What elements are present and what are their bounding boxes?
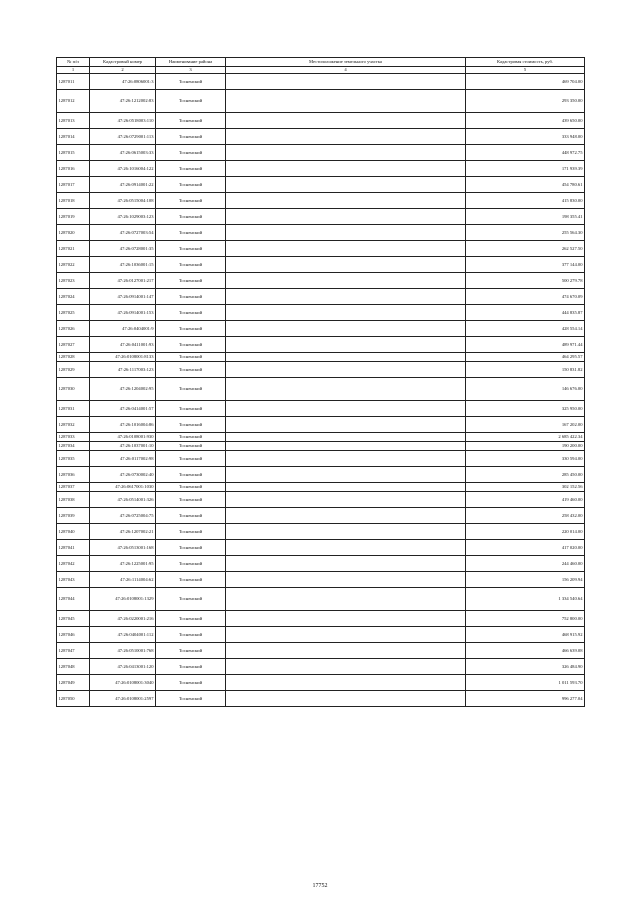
table-row — [57, 643, 585, 659]
table-row — [57, 556, 585, 572]
row-number: 1287016 — [57, 161, 90, 177]
index-cell: 5 — [466, 67, 585, 74]
land-location — [226, 492, 466, 508]
district-name: Тосненский — [156, 337, 226, 353]
table-row — [57, 74, 585, 90]
cadastral-value: 1 011 593.70 — [466, 675, 585, 691]
district-name: Тосненский — [156, 305, 226, 321]
cadastral-value: 417 020.00 — [466, 540, 585, 556]
district-name: Тосненский — [156, 451, 226, 467]
cadastral-value: 190 200.00 — [466, 442, 585, 451]
row-number: 1287041 — [57, 540, 90, 556]
cadastral-value: 150 831.82 — [466, 362, 585, 378]
district-name: Тосненский — [156, 588, 226, 611]
cadastral-value: 220 014.00 — [466, 524, 585, 540]
row-number: 1287023 — [57, 273, 90, 289]
district-name: Тосненский — [156, 273, 226, 289]
cadastral-number: 47:26:0518003:110 — [90, 113, 156, 129]
land-location — [226, 305, 466, 321]
cadastral-value: 171 939.39 — [466, 161, 585, 177]
table-row — [57, 305, 585, 321]
cadastral-number: 47:26:1114004:62 — [90, 572, 156, 588]
cadastral-number: 47:26:0728001:35 — [90, 241, 156, 257]
cadastral-value: 293 350.00 — [466, 90, 585, 113]
row-number: 1287040 — [57, 524, 90, 540]
cadastral-value: 330 594.00 — [466, 451, 585, 467]
table-row — [57, 540, 585, 556]
header-number: № п/п — [57, 58, 90, 67]
row-number: 1287030 — [57, 378, 90, 401]
row-number: 1287034 — [57, 442, 90, 451]
land-location — [226, 362, 466, 378]
cadastral-number: 47:26:1036001:15 — [90, 257, 156, 273]
header-district: Наименование района — [156, 58, 226, 67]
district-name: Тосненский — [156, 556, 226, 572]
row-number: 1287013 — [57, 113, 90, 129]
row-number: 1287020 — [57, 225, 90, 241]
cadastral-number: 47:26:0404001:112 — [90, 627, 156, 643]
land-location — [226, 289, 466, 305]
cadastral-value: 464 295.57 — [466, 353, 585, 362]
district-name: Тосненский — [156, 442, 226, 451]
header-location: Местоположение земельного участка — [226, 58, 466, 67]
cadastral-value: 325 950.00 — [466, 401, 585, 417]
land-location — [226, 588, 466, 611]
table-row — [57, 129, 585, 145]
district-name: Тосненский — [156, 225, 226, 241]
table-row — [57, 241, 585, 257]
district-name: Тосненский — [156, 129, 226, 145]
table-body — [57, 74, 585, 707]
table-row — [57, 451, 585, 467]
district-name: Тосненский — [156, 643, 226, 659]
land-location — [226, 129, 466, 145]
land-location — [226, 627, 466, 643]
row-number: 1287046 — [57, 627, 90, 643]
page-number: 17752 — [312, 883, 328, 889]
table-row — [57, 209, 585, 225]
cadastral-number: 47:26:1212002:83 — [90, 90, 156, 113]
cadastral-table — [56, 57, 585, 707]
table-row — [57, 417, 585, 433]
cadastral-value: 377 144.00 — [466, 257, 585, 273]
district-name: Тосненский — [156, 378, 226, 401]
row-number: 1287037 — [57, 483, 90, 492]
cadastral-number: 47:26:1016004:86 — [90, 417, 156, 433]
land-location — [226, 378, 466, 401]
land-location — [226, 241, 466, 257]
land-location — [226, 572, 466, 588]
cadastral-value: 167 202.00 — [466, 417, 585, 433]
cadastral-number: 47:26:1117003:123 — [90, 362, 156, 378]
district-name: Тосненский — [156, 627, 226, 643]
index-cell: 3 — [156, 67, 226, 74]
district-name: Тосненский — [156, 691, 226, 707]
row-number: 1287042 — [57, 556, 90, 572]
row-number: 1287014 — [57, 129, 90, 145]
row-number: 1287035 — [57, 451, 90, 467]
index-cell: 1 — [57, 67, 90, 74]
table-row — [57, 401, 585, 417]
cadastral-number: 47:26:0914001:22 — [90, 177, 156, 193]
cadastral-number: 47:26:0108001:2597 — [90, 691, 156, 707]
row-number: 1287018 — [57, 193, 90, 209]
district-name: Тосненский — [156, 257, 226, 273]
cadastral-number: 47:26:0730002:40 — [90, 467, 156, 483]
cadastral-number: 47:26:1207002:21 — [90, 524, 156, 540]
cadastral-number: 47:26:0514001:326 — [90, 492, 156, 508]
table-row — [57, 321, 585, 337]
cadastral-value: 500 279.78 — [466, 273, 585, 289]
cadastral-number: 47:26:0404001:9 — [90, 321, 156, 337]
cadastral-value: 419 460.00 — [466, 492, 585, 508]
table-row — [57, 378, 585, 401]
cadastral-value: 474 670.09 — [466, 289, 585, 305]
district-name: Тосненский — [156, 145, 226, 161]
cadastral-value: 439 650.00 — [466, 113, 585, 129]
district-name: Тосненский — [156, 353, 226, 362]
land-location — [226, 145, 466, 161]
district-name: Тосненский — [156, 675, 226, 691]
cadastral-value: 444 835.87 — [466, 305, 585, 321]
land-location — [226, 193, 466, 209]
row-number: 1287050 — [57, 691, 90, 707]
land-location — [226, 675, 466, 691]
cadastral-number: 47:26:1029003:123 — [90, 209, 156, 225]
cadastral-value: 468 915.92 — [466, 627, 585, 643]
district-name: Тосненский — [156, 362, 226, 378]
cadastral-value: 198 355.41 — [466, 209, 585, 225]
district-name: Тосненский — [156, 524, 226, 540]
table-row — [57, 627, 585, 643]
land-location — [226, 442, 466, 451]
district-name: Тосненский — [156, 540, 226, 556]
district-name: Тосненский — [156, 433, 226, 442]
cadastral-number: 47:26:0806001:3 — [90, 74, 156, 90]
table-row — [57, 611, 585, 627]
row-number: 1287033 — [57, 433, 90, 442]
cadastral-value: 466 639.08 — [466, 643, 585, 659]
land-location — [226, 353, 466, 362]
header-cadastral: Кадастровый номер — [90, 58, 156, 67]
table-row — [57, 90, 585, 113]
row-number: 1287011 — [57, 74, 90, 90]
cadastral-number: 47:26:0515004:108 — [90, 193, 156, 209]
cadastral-value: 415 830.00 — [466, 193, 585, 209]
cadastral-number: 47:26:0127001:217 — [90, 273, 156, 289]
district-name: Тосненский — [156, 417, 226, 433]
cadastral-number: 47:26:0729001:113 — [90, 129, 156, 145]
district-name: Тосненский — [156, 241, 226, 257]
header-value: Кадастровая стоимость, руб. — [466, 58, 585, 67]
row-number: 1287029 — [57, 362, 90, 378]
cadastral-number: 47:26:1016004:122 — [90, 161, 156, 177]
cadastral-value: 333 948.00 — [466, 129, 585, 145]
district-name: Тосненский — [156, 289, 226, 305]
land-location — [226, 273, 466, 289]
table-row — [57, 145, 585, 161]
cadastral-number: 47:26:0108001:930 — [90, 433, 156, 442]
table-row — [57, 572, 585, 588]
table-row — [57, 442, 585, 451]
district-name: Тосненский — [156, 113, 226, 129]
district-name: Тосненский — [156, 467, 226, 483]
district-name: Тосненский — [156, 161, 226, 177]
table-row — [57, 337, 585, 353]
index-cell: 2 — [90, 67, 156, 74]
table-header-row — [57, 58, 585, 67]
cadastral-number: 47:26:1204002:95 — [90, 378, 156, 401]
land-location — [226, 321, 466, 337]
land-location — [226, 467, 466, 483]
cadastral-number: 47:26:0117002:98 — [90, 451, 156, 467]
cadastral-value: 285 450.00 — [466, 467, 585, 483]
cadastral-number: 47:26:0220001:216 — [90, 611, 156, 627]
cadastral-value: 326 484.90 — [466, 659, 585, 675]
cadastral-value: 752 800.00 — [466, 611, 585, 627]
cadastral-number: 47:26:0914001:153 — [90, 305, 156, 321]
row-number: 1287019 — [57, 209, 90, 225]
land-location — [226, 483, 466, 492]
table-row — [57, 289, 585, 305]
land-location — [226, 401, 466, 417]
cadastral-value: 146 676.00 — [466, 378, 585, 401]
table-row — [57, 161, 585, 177]
cadastral-number: 47:26:0108001:8133 — [90, 353, 156, 362]
cadastral-number: 47:26:0414001:57 — [90, 401, 156, 417]
cadastral-number: 47:26:0513001:168 — [90, 540, 156, 556]
row-number: 1287032 — [57, 417, 90, 433]
district-name: Тосненский — [156, 193, 226, 209]
land-location — [226, 177, 466, 193]
land-location — [226, 161, 466, 177]
district-name: Тосненский — [156, 572, 226, 588]
land-location — [226, 643, 466, 659]
land-location — [226, 433, 466, 442]
cadastral-value: 448 972.75 — [466, 145, 585, 161]
cadastral-number: 47:26:0617001:1030 — [90, 483, 156, 492]
row-number: 1287039 — [57, 508, 90, 524]
table-row — [57, 588, 585, 611]
district-name: Тосненский — [156, 508, 226, 524]
row-number: 1287026 — [57, 321, 90, 337]
table-row — [57, 659, 585, 675]
table-row — [57, 257, 585, 273]
district-name: Тосненский — [156, 492, 226, 508]
row-number: 1287025 — [57, 305, 90, 321]
district-name: Тосненский — [156, 209, 226, 225]
cadastral-value: 1 334 540.64 — [466, 588, 585, 611]
district-name: Тосненский — [156, 659, 226, 675]
district-name: Тосненский — [156, 177, 226, 193]
row-number: 1287012 — [57, 90, 90, 113]
row-number: 1287048 — [57, 659, 90, 675]
district-name: Тосненский — [156, 74, 226, 90]
row-number: 1287049 — [57, 675, 90, 691]
cadastral-number: 47:26:0725004:75 — [90, 508, 156, 524]
cadastral-number: 47:26:0914001:147 — [90, 289, 156, 305]
cadastral-value: 489 971.44 — [466, 337, 585, 353]
land-location — [226, 691, 466, 707]
row-number: 1287022 — [57, 257, 90, 273]
cadastral-number: 47:26:0727003:54 — [90, 225, 156, 241]
row-number: 1287017 — [57, 177, 90, 193]
document-page — [56, 57, 584, 707]
land-location — [226, 451, 466, 467]
cadastral-number: 47:26:0615003:33 — [90, 145, 156, 161]
cadastral-value: 262 527.50 — [466, 241, 585, 257]
row-number: 1287024 — [57, 289, 90, 305]
row-number: 1287028 — [57, 353, 90, 362]
cadastral-value: 156 209.94 — [466, 572, 585, 588]
table-row — [57, 225, 585, 241]
row-number: 1287047 — [57, 643, 90, 659]
row-number: 1287038 — [57, 492, 90, 508]
row-number: 1287044 — [57, 588, 90, 611]
row-number: 1287043 — [57, 572, 90, 588]
table-row — [57, 353, 585, 362]
land-location — [226, 524, 466, 540]
table-row — [57, 177, 585, 193]
table-row — [57, 691, 585, 707]
row-number: 1287027 — [57, 337, 90, 353]
land-location — [226, 225, 466, 241]
row-number: 1287036 — [57, 467, 90, 483]
land-location — [226, 209, 466, 225]
land-location — [226, 417, 466, 433]
row-number: 1287015 — [57, 145, 90, 161]
index-cell: 4 — [226, 67, 466, 74]
table-row — [57, 467, 585, 483]
land-location — [226, 659, 466, 675]
cadastral-number: 47:26:1037001:10 — [90, 442, 156, 451]
cadastral-value: 258 432.00 — [466, 508, 585, 524]
land-location — [226, 611, 466, 627]
table-row — [57, 483, 585, 492]
table-row — [57, 433, 585, 442]
land-location — [226, 74, 466, 90]
district-name: Тосненский — [156, 401, 226, 417]
table-row — [57, 273, 585, 289]
table-row — [57, 524, 585, 540]
table-row — [57, 193, 585, 209]
district-name: Тосненский — [156, 611, 226, 627]
land-location — [226, 337, 466, 353]
cadastral-number: 47:26:0108001:3040 — [90, 675, 156, 691]
cadastral-number: 47:26:1225001:95 — [90, 556, 156, 572]
land-location — [226, 90, 466, 113]
land-location — [226, 556, 466, 572]
land-location — [226, 508, 466, 524]
table-row — [57, 508, 585, 524]
row-number: 1287045 — [57, 611, 90, 627]
table-index-row — [57, 67, 585, 74]
cadastral-value: 2 685 422.34 — [466, 433, 585, 442]
cadastral-number: 47:26:0108001:1329 — [90, 588, 156, 611]
table-row — [57, 675, 585, 691]
cadastral-value: 255 564.30 — [466, 225, 585, 241]
district-name: Тосненский — [156, 321, 226, 337]
land-location — [226, 113, 466, 129]
table-row — [57, 362, 585, 378]
land-location — [226, 540, 466, 556]
cadastral-value: 428 554.14 — [466, 321, 585, 337]
row-number: 1287021 — [57, 241, 90, 257]
cadastral-value: 302 152.56 — [466, 483, 585, 492]
land-location — [226, 257, 466, 273]
table-row — [57, 492, 585, 508]
cadastral-value: 469 704.00 — [466, 74, 585, 90]
cadastral-number: 47:26:0510001:768 — [90, 643, 156, 659]
cadastral-value: 996 277.04 — [466, 691, 585, 707]
district-name: Тосненский — [156, 483, 226, 492]
cadastral-value: 244 460.00 — [466, 556, 585, 572]
row-number: 1287031 — [57, 401, 90, 417]
district-name: Тосненский — [156, 90, 226, 113]
table-row — [57, 113, 585, 129]
cadastral-number: 47:26:0413001:120 — [90, 659, 156, 675]
cadastral-value: 454 780.61 — [466, 177, 585, 193]
cadastral-number: 47:26:0411001:93 — [90, 337, 156, 353]
